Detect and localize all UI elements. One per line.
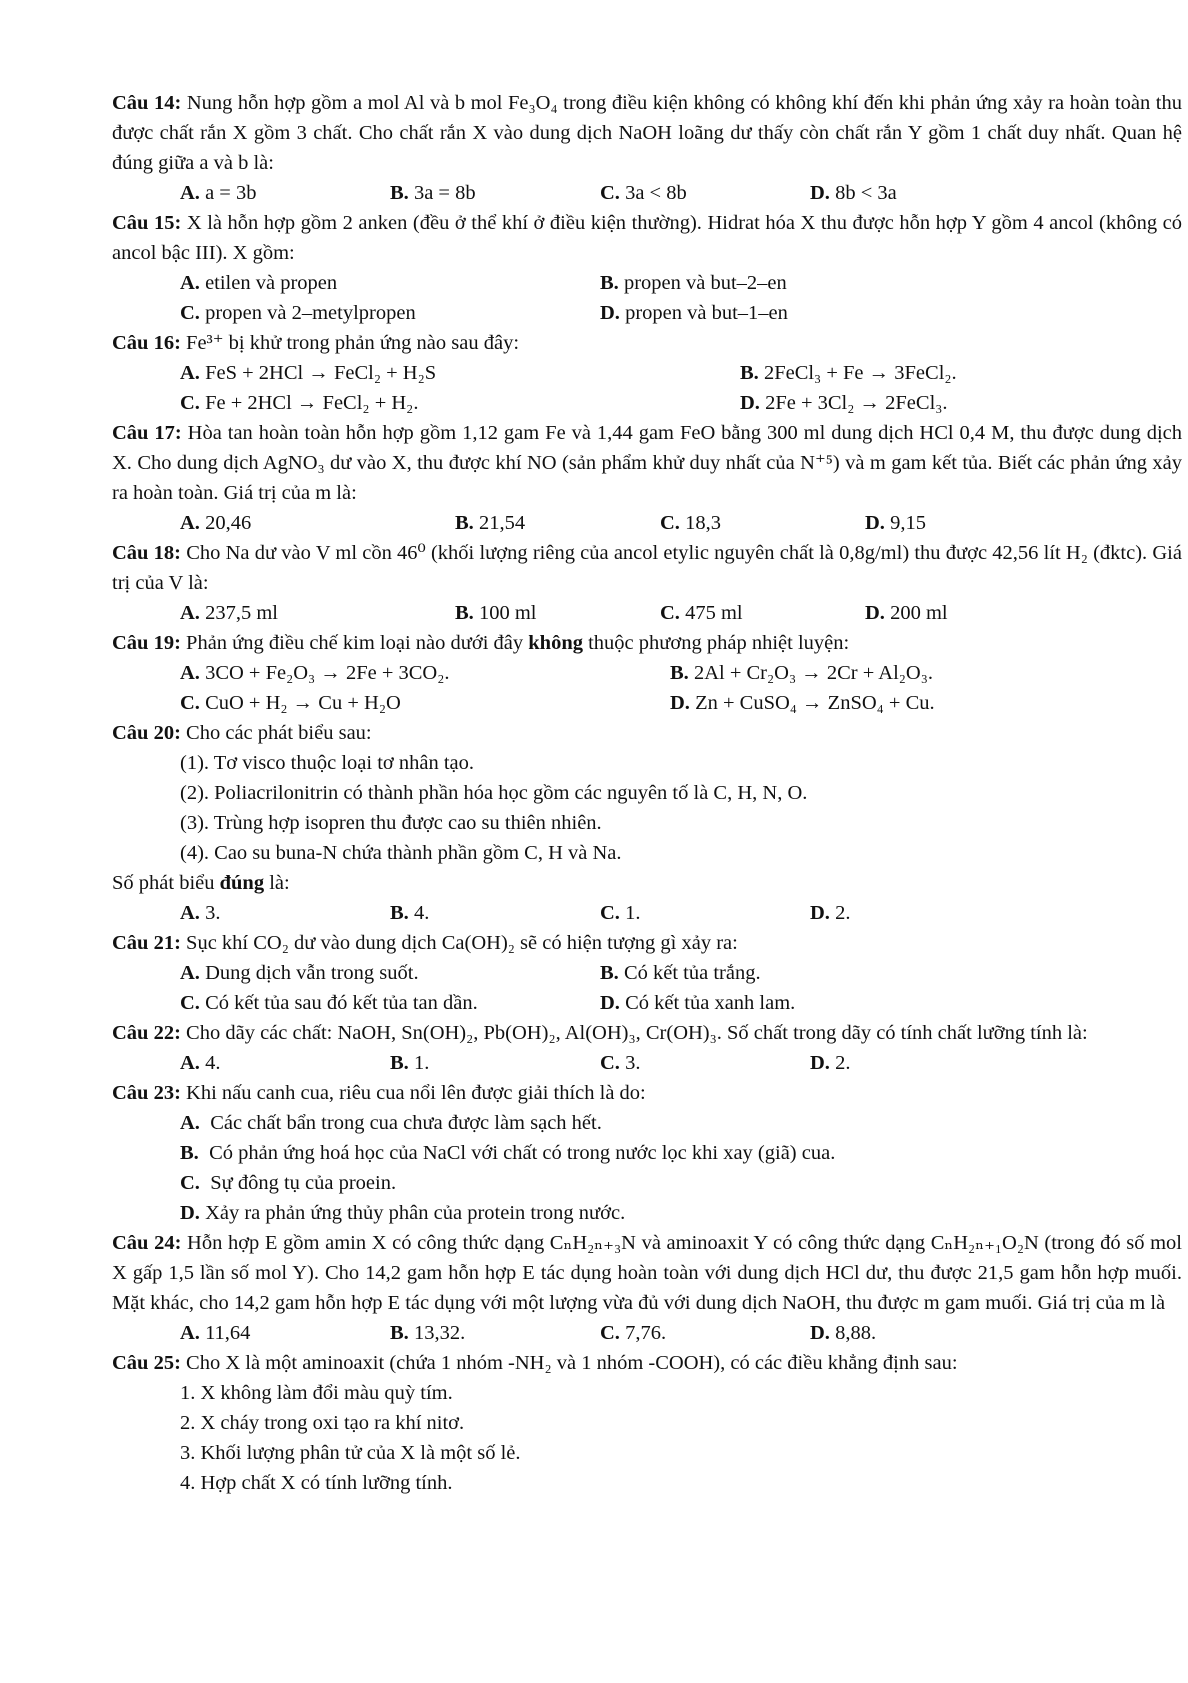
option-letter: A. bbox=[180, 182, 200, 204]
question-body: Cho các phát biểu sau: bbox=[180, 722, 372, 744]
option-text: 21,54 bbox=[478, 512, 526, 534]
options-row bbox=[180, 988, 1182, 1018]
options-row bbox=[180, 268, 1182, 298]
option-c[interactable] bbox=[660, 598, 865, 628]
option-letter: C. bbox=[180, 392, 200, 414]
option-a[interactable] bbox=[180, 898, 390, 928]
option-letter: A. bbox=[180, 662, 200, 684]
options-row bbox=[180, 178, 1182, 208]
option-letter: B. bbox=[600, 272, 619, 294]
question-14 bbox=[112, 88, 1182, 208]
option-d[interactable] bbox=[810, 898, 1020, 928]
question-19-text bbox=[112, 628, 1182, 658]
question-14-text bbox=[112, 88, 1182, 178]
question-number: Câu 24: bbox=[112, 1232, 182, 1254]
option-c[interactable] bbox=[600, 898, 810, 928]
question-number: Câu 22: bbox=[112, 1022, 181, 1044]
option-text: 2. bbox=[835, 902, 851, 924]
option-letter: B. bbox=[180, 1142, 199, 1164]
question-body: Cho Na dư vào V ml cồn 46⁰ (khối lượng riêng của ancol etylic nguyên chất là 0,8g/ml) thu được 42,56 lít H₂ (đktc). Giá trị của V là: bbox=[112, 542, 1182, 594]
option-text: FeS + 2HCl → FeCl₂ + H₂S bbox=[205, 362, 437, 384]
option-letter: C. bbox=[600, 1052, 620, 1074]
option-text: 3. bbox=[625, 1052, 641, 1074]
question-18 bbox=[112, 538, 1182, 628]
option-letter: B. bbox=[600, 962, 619, 984]
question-24-text bbox=[112, 1228, 1182, 1318]
options-row bbox=[180, 688, 1182, 718]
option-c[interactable] bbox=[180, 1168, 1182, 1198]
options-row bbox=[180, 898, 1182, 928]
question-15-text bbox=[112, 208, 1182, 268]
question-number: Câu 21: bbox=[112, 932, 181, 954]
option-text: Fe + 2HCl → FeCl₂ + H₂. bbox=[205, 392, 419, 414]
question-17 bbox=[112, 418, 1182, 538]
option-a[interactable] bbox=[180, 1108, 1182, 1138]
options-row bbox=[180, 508, 1182, 538]
option-text: 7,76. bbox=[625, 1322, 667, 1344]
option-c[interactable] bbox=[180, 388, 740, 418]
option-text: Có kết tủa xanh lam. bbox=[625, 992, 796, 1014]
option-a[interactable] bbox=[180, 178, 390, 208]
option-text: 100 ml bbox=[478, 602, 537, 624]
option-c[interactable] bbox=[180, 298, 600, 328]
option-b[interactable] bbox=[455, 508, 660, 538]
option-c[interactable] bbox=[180, 988, 600, 1018]
option-b[interactable] bbox=[390, 1318, 600, 1348]
question-number: Câu 25: bbox=[112, 1352, 181, 1374]
option-b[interactable] bbox=[600, 958, 1020, 988]
option-letter: A. bbox=[180, 362, 200, 384]
question-19 bbox=[112, 628, 1182, 718]
question-25 bbox=[112, 1348, 1182, 1498]
option-a[interactable] bbox=[180, 958, 600, 988]
question-23 bbox=[112, 1078, 1182, 1228]
options-row bbox=[180, 1048, 1182, 1078]
question-15 bbox=[112, 208, 1182, 328]
option-letter: D. bbox=[670, 692, 690, 714]
option-letter: D. bbox=[810, 902, 830, 924]
option-text: Có kết tủa trắng. bbox=[623, 962, 761, 984]
prompt-text: Số phát biểu bbox=[112, 872, 220, 894]
question-prompt bbox=[112, 868, 1182, 898]
option-letter: D. bbox=[810, 1322, 830, 1344]
option-letter: D. bbox=[810, 1052, 830, 1074]
option-d[interactable] bbox=[600, 988, 1020, 1018]
option-text: 4. bbox=[413, 902, 430, 924]
emphasis-word: đúng bbox=[219, 872, 265, 894]
option-text: propen và but–1–en bbox=[625, 302, 788, 324]
question-number: Câu 19: bbox=[112, 632, 181, 654]
option-text: 1. bbox=[625, 902, 641, 924]
option-d[interactable] bbox=[810, 178, 1020, 208]
statement-3: 3. Khối lượng phân tử của X là một số lẻ. bbox=[180, 1442, 521, 1464]
option-letter: D. bbox=[600, 992, 620, 1014]
option-a[interactable] bbox=[180, 658, 670, 688]
option-d[interactable] bbox=[865, 508, 1075, 538]
question-16-text bbox=[112, 328, 1182, 358]
option-b[interactable] bbox=[455, 598, 660, 628]
question-body: Nung hỗn hợp gồm a mol Al và b mol Fe₃O₄ trong điều kiện không có không khí đến khi phản ứng xảy ra hoàn toàn thu được chất rắn X gồm 3 chất. Cho chất rắn X vào dung dịch NaOH loãng dư thấy còn chất rắn Y gồm 1 chất duy nhất. Quan hệ đúng giữa a và b là: bbox=[112, 92, 1182, 174]
option-text: Xảy ra phản ứng thủy phân của protein trong nước. bbox=[205, 1202, 626, 1224]
statement-4: (4). Cao su buna-N chứa thành phần gồm C, H và Na. bbox=[180, 842, 622, 864]
option-a[interactable] bbox=[180, 1318, 390, 1348]
option-text: 1. bbox=[413, 1052, 430, 1074]
option-d[interactable] bbox=[670, 688, 1090, 718]
option-d[interactable] bbox=[810, 1318, 1020, 1348]
option-c[interactable] bbox=[600, 1318, 810, 1348]
option-letter: B. bbox=[390, 1322, 409, 1344]
question-body: Fe³⁺ bị khử trong phản ứng nào sau đây: bbox=[180, 332, 520, 354]
options-row bbox=[180, 298, 1182, 328]
option-letter: C. bbox=[660, 512, 680, 534]
question-20 bbox=[112, 718, 1182, 928]
option-letter: D. bbox=[865, 512, 885, 534]
option-text: 8b < 3a bbox=[835, 182, 897, 204]
option-b[interactable] bbox=[740, 358, 1160, 388]
option-b[interactable] bbox=[670, 658, 1090, 688]
emphasis-word: không bbox=[528, 632, 583, 654]
option-text: 3a < 8b bbox=[625, 182, 687, 204]
statement-1: (1). Tơ visco thuộc loại tơ nhân tạo. bbox=[180, 752, 475, 774]
statement-3: (3). Trùng hợp isopren thu được cao su thiên nhiên. bbox=[180, 812, 602, 834]
option-text: 18,3 bbox=[685, 512, 721, 534]
question-25-text bbox=[112, 1348, 1182, 1378]
option-letter: C. bbox=[180, 692, 200, 714]
question-body: Hỗn hợp E gồm amin X có công thức dạng CₙH₂ₙ₊₃N và aminoaxit Y có công thức dạng CₙH₂ₙ₊₁O₂N (trong đó số mol X gấp 1,5 lần số mol Y). Cho 14,2 gam hỗn hợp E tác dụng hoàn toàn với dung dịch HCl dư, thu được 21,5 gam hỗn hợp muối. Mặt khác, cho 14,2 gam hỗn hợp E tác dụng với một lượng vừa đủ với dung dịch NaOH, thu được m gam muối. Giá trị của m là bbox=[112, 1232, 1182, 1314]
option-d[interactable] bbox=[740, 388, 1160, 418]
option-text: 2FeCl₃ + Fe → 3FeCl₂. bbox=[763, 362, 957, 384]
question-number: Câu 20: bbox=[112, 722, 181, 744]
question-22-text bbox=[112, 1018, 1182, 1048]
option-text: 3CO + Fe₂O₃ → 2Fe + 3CO₂. bbox=[205, 662, 450, 684]
options-row bbox=[180, 958, 1182, 988]
option-text: 3. bbox=[205, 902, 221, 924]
option-text: Dung dịch vẫn trong suốt. bbox=[205, 962, 419, 984]
option-text: 237,5 ml bbox=[205, 602, 278, 624]
option-letter: B. bbox=[390, 902, 409, 924]
statement-4: 4. Hợp chất X có tính lưỡng tính. bbox=[180, 1472, 453, 1494]
option-a[interactable] bbox=[180, 508, 455, 538]
question-number: Câu 23: bbox=[112, 1082, 181, 1104]
option-b[interactable] bbox=[600, 268, 1020, 298]
question-24 bbox=[112, 1228, 1182, 1348]
option-letter: A. bbox=[180, 272, 200, 294]
question-body: Sục khí CO₂ dư vào dung dịch Ca(OH)₂ sẽ có hiện tượng gì xảy ra: bbox=[180, 932, 738, 954]
option-b[interactable] bbox=[390, 898, 600, 928]
option-letter: A. bbox=[180, 512, 200, 534]
option-a[interactable] bbox=[180, 358, 740, 388]
question-body: Cho X là một aminoaxit (chứa 1 nhóm -NH₂ và 1 nhóm -COOH), có các điều khẳng định sau: bbox=[180, 1352, 958, 1374]
option-letter: D. bbox=[600, 302, 620, 324]
options-row bbox=[180, 658, 1182, 688]
option-text: propen và but–2–en bbox=[623, 272, 787, 294]
option-letter: D. bbox=[180, 1202, 200, 1224]
option-letter: B. bbox=[455, 602, 474, 624]
question-body: Hòa tan hoàn toàn hỗn hợp gồm 1,12 gam Fe và 1,44 gam FeO bằng 300 ml dung dịch HCl 0,4 M, thu được dung dịch X. Cho dung dịch AgNO₃ dư vào X, thu được khí NO (sản phẩm khử duy nhất của N⁺⁵) và m gam kết tủa. Biết các phản ứng xảy ra hoàn toàn. Giá trị của m là: bbox=[112, 422, 1182, 504]
question-body: thuộc phương pháp nhiệt luyện: bbox=[582, 632, 850, 654]
question-22 bbox=[112, 1018, 1182, 1078]
options-row bbox=[180, 598, 1182, 628]
option-letter: B. bbox=[455, 512, 474, 534]
option-letter: C. bbox=[180, 1172, 200, 1194]
question-number: Câu 15: bbox=[112, 212, 182, 234]
statement-2: 2. X cháy trong oxi tạo ra khí nitơ. bbox=[180, 1412, 465, 1434]
option-letter: B. bbox=[670, 662, 689, 684]
question-body: X là hỗn hợp gồm 2 anken (đều ở thể khí ở điều kiện thường). Hidrat hóa X thu được hỗn hợp Y gồm 4 ancol (không có ancol bậc III). X gồm: bbox=[112, 212, 1182, 264]
option-letter: D. bbox=[810, 182, 830, 204]
option-text: 2Fe + 3Cl₂ → 2FeCl₃. bbox=[765, 392, 948, 414]
question-number: Câu 14: bbox=[112, 92, 182, 114]
option-text: 9,15 bbox=[890, 512, 926, 534]
statement-2: (2). Poliacrilonitrin có thành phần hóa học gồm các nguyên tố là C, H, N, O. bbox=[180, 782, 808, 804]
option-text: propen và 2–metylpropen bbox=[205, 302, 416, 324]
option-letter: A. bbox=[180, 1112, 200, 1134]
question-21-text bbox=[112, 928, 1182, 958]
option-text: 475 ml bbox=[685, 602, 743, 624]
options-row bbox=[180, 1318, 1182, 1348]
option-d[interactable] bbox=[865, 598, 1075, 628]
option-text: Zn + CuSO₄ → ZnSO₄ + Cu. bbox=[695, 692, 935, 714]
question-body: Cho dãy các chất: NaOH, Sn(OH)₂, Pb(OH)₂, Al(OH)₃, Cr(OH)₃. Số chất trong dãy có tính chất lưỡng tính là: bbox=[180, 1022, 1088, 1044]
options-row bbox=[180, 358, 1182, 388]
question-18-text bbox=[112, 538, 1182, 598]
option-letter: B. bbox=[390, 1052, 409, 1074]
question-20-text bbox=[112, 718, 1182, 748]
option-letter: C. bbox=[600, 1322, 620, 1344]
question-body: Khi nấu canh cua, riêu cua nổi lên được giải thích là do: bbox=[180, 1082, 646, 1104]
option-b[interactable] bbox=[180, 1138, 1182, 1168]
question-number: Câu 17: bbox=[112, 422, 182, 444]
option-text: 11,64 bbox=[205, 1322, 251, 1344]
option-letter: A. bbox=[180, 902, 200, 924]
option-letter: B. bbox=[740, 362, 759, 384]
option-b[interactable] bbox=[390, 1048, 600, 1078]
question-21 bbox=[112, 928, 1182, 1018]
option-letter: C. bbox=[660, 602, 680, 624]
option-c[interactable] bbox=[600, 1048, 810, 1078]
option-text: CuO + H₂ → Cu + H₂O bbox=[205, 692, 401, 714]
option-d[interactable] bbox=[180, 1198, 1182, 1228]
option-letter: A. bbox=[180, 1322, 200, 1344]
option-text: Có kết tủa sau đó kết tủa tan dần. bbox=[205, 992, 478, 1014]
options-row bbox=[180, 388, 1182, 418]
option-letter: D. bbox=[865, 602, 885, 624]
option-text: Các chất bẩn trong cua chưa được làm sạch hết. bbox=[210, 1112, 602, 1134]
option-letter: C. bbox=[600, 182, 620, 204]
option-a[interactable] bbox=[180, 598, 455, 628]
statement-1: 1. X không làm đổi màu quỳ tím. bbox=[180, 1382, 453, 1404]
option-d[interactable] bbox=[600, 298, 1020, 328]
option-letter: C. bbox=[180, 992, 200, 1014]
question-16 bbox=[112, 328, 1182, 418]
option-text: 20,46 bbox=[205, 512, 252, 534]
option-text: etilen và propen bbox=[205, 272, 338, 294]
option-text: 200 ml bbox=[890, 602, 948, 624]
option-text: 4. bbox=[205, 1052, 221, 1074]
option-text: 13,32. bbox=[413, 1322, 466, 1344]
option-text: 3a = 8b bbox=[413, 182, 476, 204]
option-letter: C. bbox=[180, 302, 200, 324]
question-number: Câu 18: bbox=[112, 542, 181, 564]
question-23-text bbox=[112, 1078, 1182, 1108]
option-text: 2. bbox=[835, 1052, 851, 1074]
option-text: 2Al + Cr₂O₃ → 2Cr + Al₂O₃. bbox=[693, 662, 934, 684]
option-d[interactable] bbox=[810, 1048, 1020, 1078]
option-c[interactable] bbox=[600, 178, 810, 208]
option-letter: A. bbox=[180, 602, 200, 624]
option-letter: A. bbox=[180, 962, 200, 984]
question-body: Phản ứng điều chế kim loại nào dưới đây bbox=[180, 632, 529, 654]
option-text: Sự đông tụ của proein. bbox=[210, 1172, 397, 1194]
option-letter: A. bbox=[180, 1052, 200, 1074]
question-number: Câu 16: bbox=[112, 332, 181, 354]
option-letter: B. bbox=[390, 182, 409, 204]
question-list bbox=[0, 88, 1182, 1498]
option-c[interactable] bbox=[180, 688, 670, 718]
option-text: Có phản ứng hoá học của NaCl với chất có trong nước lọc khi xay (giã) cua. bbox=[209, 1142, 836, 1164]
question-17-text bbox=[112, 418, 1182, 508]
option-letter: C. bbox=[600, 902, 620, 924]
option-c[interactable] bbox=[660, 508, 865, 538]
option-text: 8,88. bbox=[835, 1322, 877, 1344]
option-letter: D. bbox=[740, 392, 760, 414]
option-a[interactable] bbox=[180, 268, 600, 298]
option-text: a = 3b bbox=[205, 182, 257, 204]
option-b[interactable] bbox=[390, 178, 600, 208]
prompt-text: là: bbox=[264, 872, 290, 894]
option-a[interactable] bbox=[180, 1048, 390, 1078]
